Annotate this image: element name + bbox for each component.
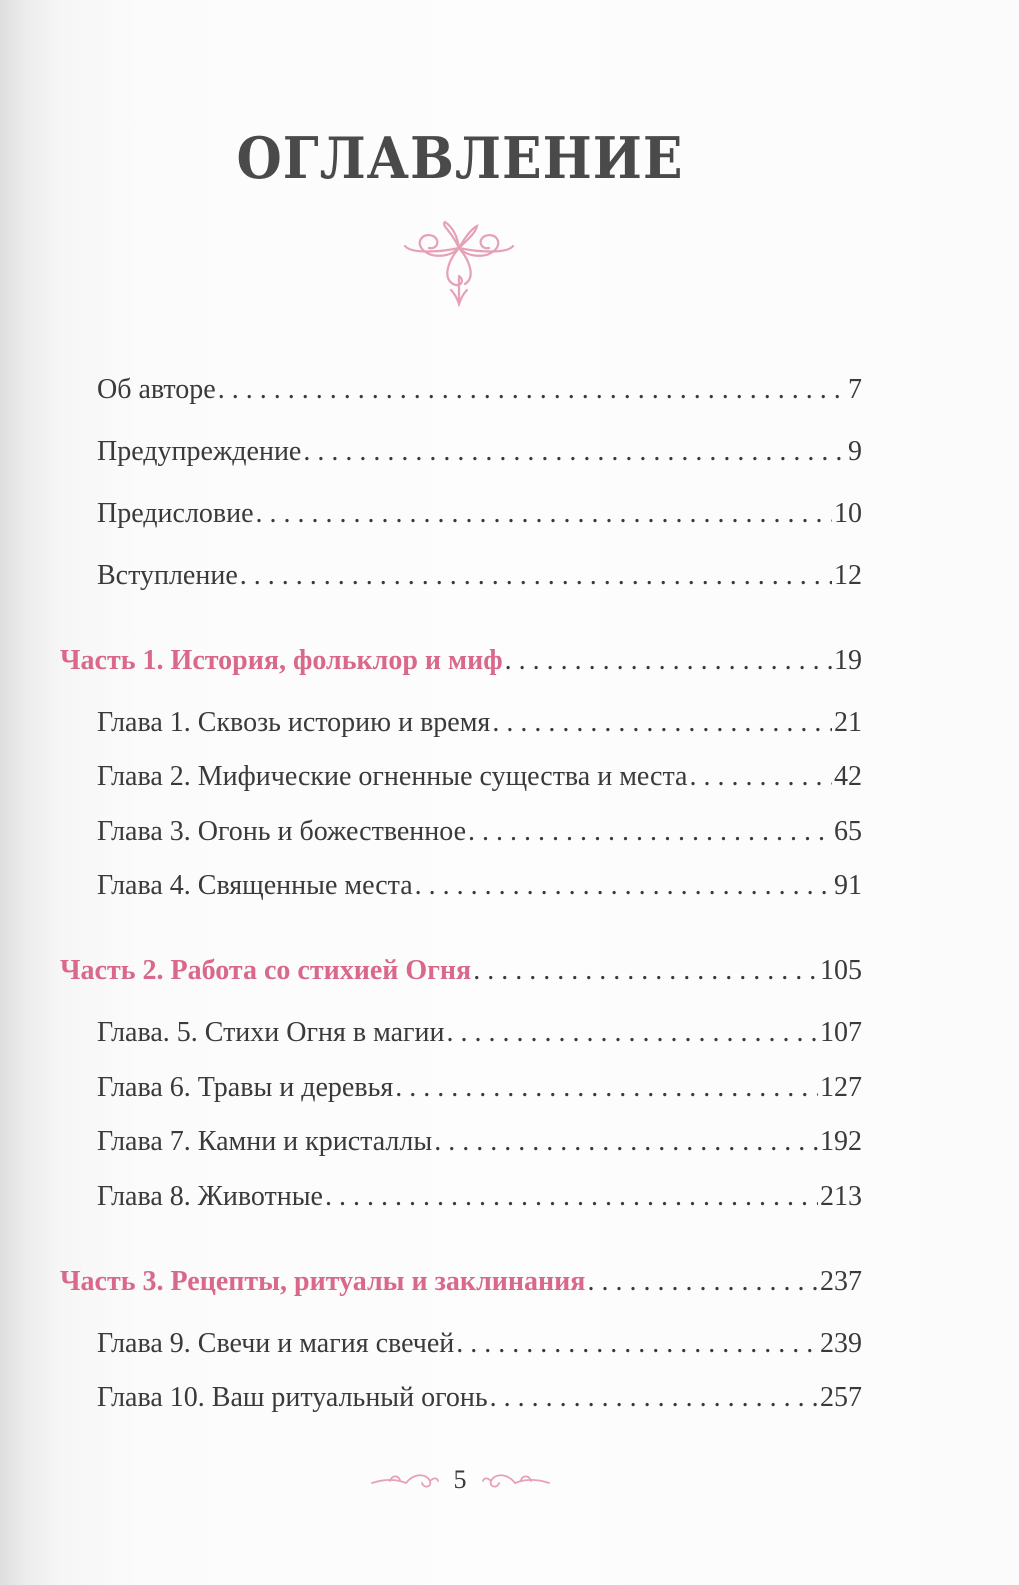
dot-leader [689, 759, 832, 795]
toc-entry-label: Предупреждение [97, 436, 302, 467]
toc-entry-page: 10 [834, 498, 862, 529]
toc-part-heading[interactable] [0, 1264, 862, 1300]
toc-entry[interactable] [0, 814, 862, 850]
toc-entry-label: Глава 2. Мифические огненные существа и места [97, 761, 688, 792]
toc-entry-label: Об авторе [97, 374, 216, 405]
toc-entry-label: Вступление [97, 560, 238, 591]
dot-leader [256, 496, 832, 532]
dot-leader [240, 558, 832, 594]
toc-entry-page: 192 [820, 1126, 862, 1157]
dot-leader [473, 953, 818, 989]
toc-entry-page: 91 [834, 870, 862, 901]
toc-entry-page: 239 [820, 1328, 862, 1359]
dot-leader [434, 1124, 818, 1160]
toc-entry-label: Глава 4. Священные места [97, 870, 413, 901]
dot-leader [325, 1179, 818, 1215]
toc-entry-page: 7 [848, 374, 862, 405]
toc-entry[interactable] [0, 372, 862, 408]
dot-leader [218, 372, 846, 408]
dot-leader [490, 1380, 818, 1416]
dot-leader [395, 1070, 818, 1106]
toc-entry-page: 42 [834, 761, 862, 792]
page-number: 5 [453, 1465, 467, 1494]
toc-entry-page: 127 [820, 1072, 862, 1103]
toc-entry[interactable] [0, 1124, 862, 1160]
toc-entry[interactable] [0, 1015, 862, 1051]
toc-entry-page: 12 [834, 560, 862, 591]
toc-entry[interactable] [0, 558, 862, 594]
flourish-left-icon [370, 1469, 440, 1491]
flourish-right-icon [481, 1469, 551, 1491]
toc-part-label: Часть 1. История, фольклор и миф [60, 645, 503, 676]
toc-entry[interactable] [0, 759, 862, 795]
toc-entry-label: Глава 9. Свечи и магия свечей [97, 1328, 455, 1359]
toc-entry[interactable] [0, 1179, 862, 1215]
dot-leader [456, 1326, 818, 1362]
toc-entry-page: 65 [834, 816, 862, 847]
dot-leader [446, 1015, 818, 1051]
toc-part-heading[interactable] [0, 953, 862, 989]
toc-entry[interactable] [0, 1380, 862, 1416]
toc-entry-page: 9 [848, 436, 862, 467]
dot-leader [303, 434, 846, 470]
dot-leader [415, 868, 832, 904]
toc-entry-page: 237 [820, 1266, 862, 1297]
dot-leader [587, 1264, 818, 1300]
toc-entry-label: Глава 6. Травы и деревья [97, 1072, 394, 1103]
toc-entry[interactable] [0, 868, 862, 904]
toc-entry-page: 107 [820, 1017, 862, 1048]
toc-entry-page: 21 [834, 707, 862, 738]
toc-entry-label: Глава 3. Огонь и божественное [97, 816, 467, 847]
toc-entry-page: 213 [820, 1181, 862, 1212]
toc-part-heading[interactable] [0, 643, 862, 679]
toc-part-label: Часть 3. Рецепты, ритуалы и заклинания [60, 1266, 586, 1297]
toc-entry-label: Глава 7. Камни и кристаллы [97, 1126, 433, 1157]
toc-entry-label: Глава 10. Ваш ритуальный огонь [97, 1382, 488, 1413]
toc-part-label: Часть 2. Работа со стихией Огня [60, 955, 472, 986]
toc-entry-page: 105 [820, 955, 862, 986]
toc-entry-label: Предисловие [97, 498, 254, 529]
page-title: ОГЛАВЛЕНИЕ [236, 124, 684, 193]
toc-entry[interactable] [0, 434, 862, 470]
toc-entry-page: 257 [820, 1382, 862, 1413]
dot-leader [505, 643, 832, 679]
toc-entry[interactable] [0, 705, 862, 741]
dot-leader [492, 705, 832, 741]
toc-entry[interactable] [0, 496, 862, 532]
toc-entry-label: Глава 8. Животные [97, 1181, 323, 1212]
toc-entry-label: Глава 1. Сквозь историю и время [97, 707, 491, 738]
toc-entry[interactable] [0, 1070, 862, 1106]
dot-leader [468, 814, 832, 850]
toc-entry-label: Глава. 5. Стихи Огня в магии [97, 1017, 445, 1048]
toc-entry[interactable] [0, 1326, 862, 1362]
toc-entry-page: 19 [834, 645, 862, 676]
page-footer [360, 1460, 560, 1500]
